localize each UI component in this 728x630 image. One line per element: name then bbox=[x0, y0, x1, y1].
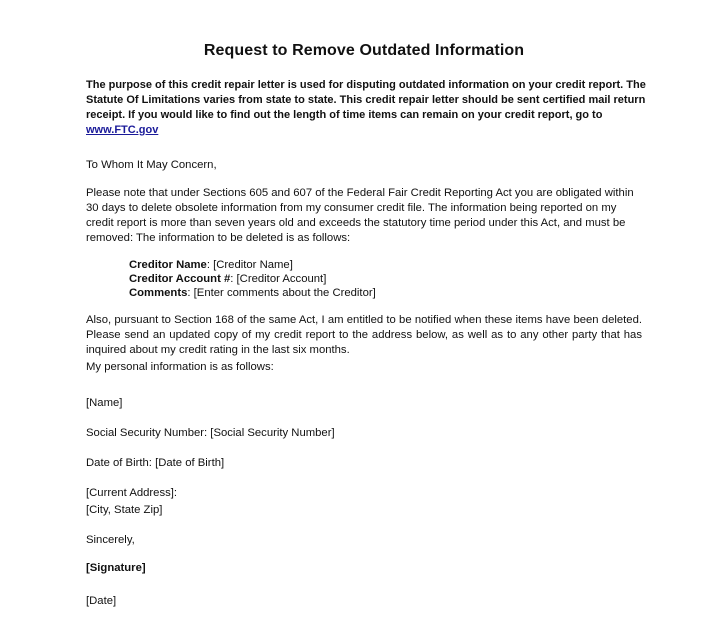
creditor-comments-row bbox=[129, 286, 376, 300]
creditor-comments-value: : [Enter comments about the Creditor] bbox=[187, 287, 376, 299]
name-field: [Name] bbox=[86, 397, 123, 409]
creditor-account-value: : [Creditor Account] bbox=[230, 273, 327, 285]
ftc-link[interactable]: www.FTC.gov bbox=[86, 124, 159, 136]
intro-text: The purpose of this credit repair letter is used for disputing outdated information on your credit report. The Statute Of Limitations varies from state to state. This credit repair letter should be sent certified mail return receipt. If you would like to find out the length of time items can remain on your credit report, go to bbox=[86, 79, 646, 121]
creditor-name-label: Creditor Name bbox=[129, 259, 207, 271]
ssn-field: Social Security Number: [Social Security Number] bbox=[86, 427, 335, 439]
intro-paragraph bbox=[86, 78, 654, 138]
creditor-name-row bbox=[129, 258, 376, 272]
paragraph-notification: Also, pursuant to Section 168 of the same Act, I am entitled to be notified when these items have been deleted. Please send an updated copy of my credit report to the address below, as well as to any other party that has inquired about my credit rating in the last six months. bbox=[86, 314, 642, 356]
closing: Sincerely, bbox=[86, 534, 135, 546]
creditor-comments-label: Comments bbox=[129, 287, 188, 299]
salutation: To Whom It May Concern, bbox=[86, 159, 217, 171]
creditor-name-value: : [Creditor Name] bbox=[206, 259, 293, 271]
paragraph-obligation: Please note that under Sections 605 and 607 of the Federal Fair Credit Reporting Act you are obligated within 30 days to delete obsolete information from my consumer credit file. The information being reported on my credit report is more than seven years old and exceeds the statutory time period under this Act, and must be removed: The information to be deleted is as follows: bbox=[86, 187, 634, 244]
creditor-details bbox=[129, 258, 376, 300]
creditor-account-row bbox=[129, 272, 376, 286]
signature: [Signature] bbox=[86, 562, 146, 574]
personal-info-intro: My personal information is as follows: bbox=[86, 361, 274, 373]
address-line-1: [Current Address]: bbox=[86, 487, 178, 499]
date-field: [Date] bbox=[86, 595, 117, 607]
document-title: Request to Remove Outdated Information bbox=[203, 42, 525, 59]
creditor-account-label: Creditor Account # bbox=[129, 273, 231, 285]
dob-field: Date of Birth: [Date of Birth] bbox=[86, 457, 225, 469]
address-line-2: [City, State Zip] bbox=[86, 504, 163, 516]
